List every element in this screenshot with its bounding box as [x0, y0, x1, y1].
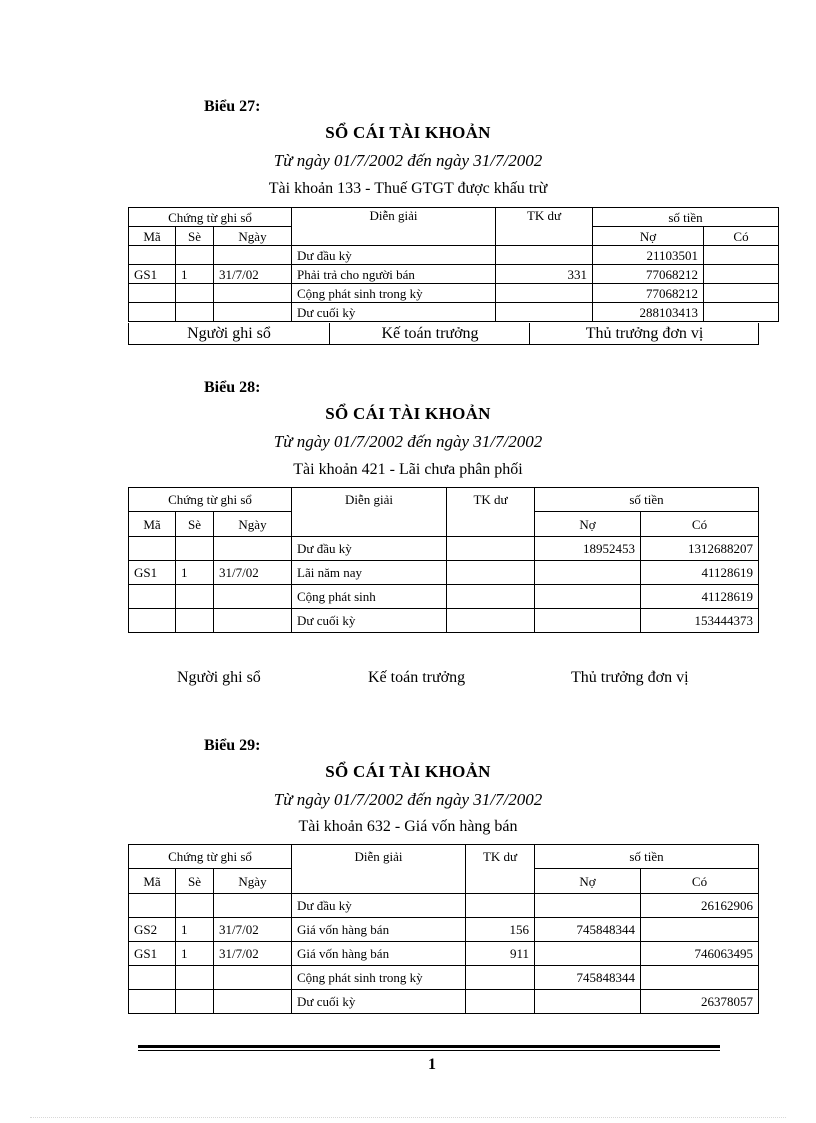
cell-se — [176, 990, 214, 1014]
table-row — [129, 284, 779, 303]
cell-ngay — [214, 246, 292, 265]
cell-ma — [129, 303, 176, 322]
table-row — [129, 303, 779, 322]
cell-ngay — [214, 609, 292, 633]
page-number: 1 — [428, 1056, 436, 1073]
cell-no — [535, 894, 641, 918]
header-se: Sè — [176, 512, 214, 537]
header-so-tien: số tiền — [593, 208, 779, 227]
cell-ma — [129, 585, 176, 609]
signature-chief-accountant: Kế toán trưởng — [329, 323, 530, 344]
cell-ma — [129, 537, 176, 561]
cell-dien-giai: Lãi năm nay — [292, 561, 447, 585]
header-ma: Mã — [129, 512, 176, 537]
header-no: Nợ — [593, 227, 704, 246]
header-ngay: Ngày — [214, 869, 292, 894]
header-no: Nợ — [535, 869, 641, 894]
header-ngay: Ngày — [214, 227, 292, 246]
cell-no: 77068212 — [593, 284, 704, 303]
cell-no — [535, 609, 641, 633]
cell-co: 1312688207 — [641, 537, 759, 561]
table-row — [129, 561, 759, 585]
section-label: Biểu 28: — [204, 379, 261, 396]
cell-se — [176, 585, 214, 609]
cell-no: 288103413 — [593, 303, 704, 322]
period: Từ ngày 01/7/2002 đến ngày 31/7/2002 — [273, 432, 543, 451]
cell-ma — [129, 966, 176, 990]
cell-se: 1 — [176, 918, 214, 942]
cell-co — [704, 303, 779, 322]
header-co: Có — [704, 227, 779, 246]
cell-co — [641, 918, 759, 942]
cell-tk — [447, 537, 535, 561]
cell-tk — [496, 303, 593, 322]
cell-dien-giai: Giá vốn hàng bán — [292, 942, 466, 966]
cell-dien-giai: Dư đầu kỳ — [292, 246, 496, 265]
cell-ma — [129, 609, 176, 633]
cell-se — [176, 284, 214, 303]
account-name: Tài khoản 632 - Giá vốn hàng bán — [298, 818, 518, 835]
cell-no: 77068212 — [593, 265, 704, 284]
cell-se — [176, 966, 214, 990]
cell-co — [704, 246, 779, 265]
cell-ma — [129, 990, 176, 1014]
ledger-table — [128, 207, 779, 322]
cell-co — [641, 966, 759, 990]
cell-dien-giai: Dư cuối kỳ — [292, 609, 447, 633]
signature-row — [128, 323, 759, 345]
table-row — [129, 537, 759, 561]
cell-co: 41128619 — [641, 561, 759, 585]
ledger-title: SỔ CÁI TÀI KHOẢN — [325, 762, 491, 781]
cell-tk — [447, 561, 535, 585]
account-name: Tài khoản 133 - Thuế GTGT được khấu trừ — [268, 180, 548, 197]
table-row — [129, 265, 779, 284]
cell-dien-giai: Dư đầu kỳ — [292, 537, 447, 561]
cell-se — [176, 609, 214, 633]
header-chung-tu: Chứng từ ghi sổ — [129, 488, 292, 512]
cell-no — [535, 585, 641, 609]
header-tk-du: TK dư — [466, 845, 535, 894]
footer-rule-thick — [138, 1045, 720, 1048]
cell-tk — [496, 246, 593, 265]
cell-ngay: 31/7/02 — [214, 918, 292, 942]
header-ma: Mã — [129, 227, 176, 246]
cell-ngay — [214, 585, 292, 609]
cell-ma: GS1 — [129, 265, 176, 284]
table-row — [129, 990, 759, 1014]
header-dien-giai: Diễn giải — [292, 845, 466, 894]
cell-no: 745848344 — [535, 918, 641, 942]
cell-no: 745848344 — [535, 966, 641, 990]
cell-tk — [466, 966, 535, 990]
cell-dien-giai: Dư cuối kỳ — [292, 303, 496, 322]
footer-rule-thin — [138, 1050, 720, 1051]
header-ngay: Ngày — [214, 512, 292, 537]
cell-tk: 911 — [466, 942, 535, 966]
cell-ma: GS1 — [129, 942, 176, 966]
section-label: Biểu 29: — [204, 737, 261, 754]
ledger-table — [128, 844, 759, 1014]
header-tk-du: TK dư — [496, 208, 593, 246]
table-row — [129, 894, 759, 918]
page-edge — [30, 1117, 786, 1118]
cell-ma — [129, 246, 176, 265]
cell-ngay — [214, 966, 292, 990]
cell-co: 26378057 — [641, 990, 759, 1014]
cell-dien-giai: Dư cuối kỳ — [292, 990, 466, 1014]
period: Từ ngày 01/7/2002 đến ngày 31/7/2002 — [273, 790, 543, 809]
cell-dien-giai: Phải trả cho người bán — [292, 265, 496, 284]
table-row — [129, 966, 759, 990]
cell-se — [176, 246, 214, 265]
cell-tk: 156 — [466, 918, 535, 942]
cell-ma: GS1 — [129, 561, 176, 585]
cell-dien-giai: Cộng phát sinh — [292, 585, 447, 609]
cell-tk — [496, 284, 593, 303]
signature-head: Thủ trưởng đơn vị — [529, 323, 759, 344]
cell-tk — [447, 609, 535, 633]
cell-no — [535, 561, 641, 585]
cell-ma — [129, 894, 176, 918]
cell-co — [704, 265, 779, 284]
cell-dien-giai: Dư đầu kỳ — [292, 894, 466, 918]
header-dien-giai: Diễn giải — [292, 488, 447, 537]
signature-recorder: Người ghi sổ — [187, 325, 271, 342]
cell-dien-giai: Cộng phát sinh trong kỳ — [292, 284, 496, 303]
header-no: Nợ — [535, 512, 641, 537]
header-so-tien: số tiền — [535, 488, 759, 512]
cell-ngay — [214, 990, 292, 1014]
cell-se: 1 — [176, 942, 214, 966]
cell-se — [176, 537, 214, 561]
cell-co: 746063495 — [641, 942, 759, 966]
cell-ma: GS2 — [129, 918, 176, 942]
cell-co: 153444373 — [641, 609, 759, 633]
header-co: Có — [641, 869, 759, 894]
header-tk-du: TK dư — [447, 488, 535, 537]
header-co: Có — [641, 512, 759, 537]
cell-tk — [447, 585, 535, 609]
header-ma: Mã — [129, 869, 176, 894]
cell-dien-giai: Giá vốn hàng bán — [292, 918, 466, 942]
table-row — [129, 942, 759, 966]
cell-no — [535, 942, 641, 966]
signature-head: Thủ trưởng đơn vị — [571, 669, 689, 686]
cell-ngay — [214, 284, 292, 303]
header-chung-tu: Chứng từ ghi sổ — [129, 208, 292, 227]
cell-ngay — [214, 537, 292, 561]
cell-se: 1 — [176, 561, 214, 585]
cell-co: 26162906 — [641, 894, 759, 918]
cell-se — [176, 894, 214, 918]
table-row — [129, 585, 759, 609]
ledger-title: SỔ CÁI TÀI KHOẢN — [325, 123, 491, 142]
cell-tk — [466, 990, 535, 1014]
header-se: Sè — [176, 227, 214, 246]
ledger-title: SỔ CÁI TÀI KHOẢN — [325, 404, 491, 423]
header-so-tien: số tiền — [535, 845, 759, 869]
header-se: Sè — [176, 869, 214, 894]
period: Từ ngày 01/7/2002 đến ngày 31/7/2002 — [273, 151, 543, 170]
cell-ngay — [214, 303, 292, 322]
cell-ma — [129, 284, 176, 303]
cell-se — [176, 303, 214, 322]
cell-no — [535, 990, 641, 1014]
account-name: Tài khoản 421 - Lãi chưa phân phối — [293, 461, 523, 478]
cell-ngay: 31/7/02 — [214, 942, 292, 966]
header-dien-giai: Diễn giải — [292, 208, 496, 246]
header-chung-tu: Chứng từ ghi sổ — [129, 845, 292, 869]
cell-co — [704, 284, 779, 303]
cell-dien-giai: Cộng phát sinh trong kỳ — [292, 966, 466, 990]
cell-ngay: 31/7/02 — [214, 265, 292, 284]
signature-recorder: Người ghi sổ — [177, 669, 261, 686]
cell-tk — [466, 894, 535, 918]
table-row — [129, 246, 779, 265]
cell-no: 18952453 — [535, 537, 641, 561]
table-row — [129, 609, 759, 633]
cell-ngay: 31/7/02 — [214, 561, 292, 585]
section-label: Biểu 27: — [204, 98, 261, 115]
cell-ngay — [214, 894, 292, 918]
cell-co: 41128619 — [641, 585, 759, 609]
cell-no: 21103501 — [593, 246, 704, 265]
cell-tk: 331 — [496, 265, 593, 284]
ledger-table — [128, 487, 759, 633]
cell-se: 1 — [176, 265, 214, 284]
signature-chief-accountant: Kế toán trưởng — [368, 669, 466, 686]
table-row — [129, 918, 759, 942]
